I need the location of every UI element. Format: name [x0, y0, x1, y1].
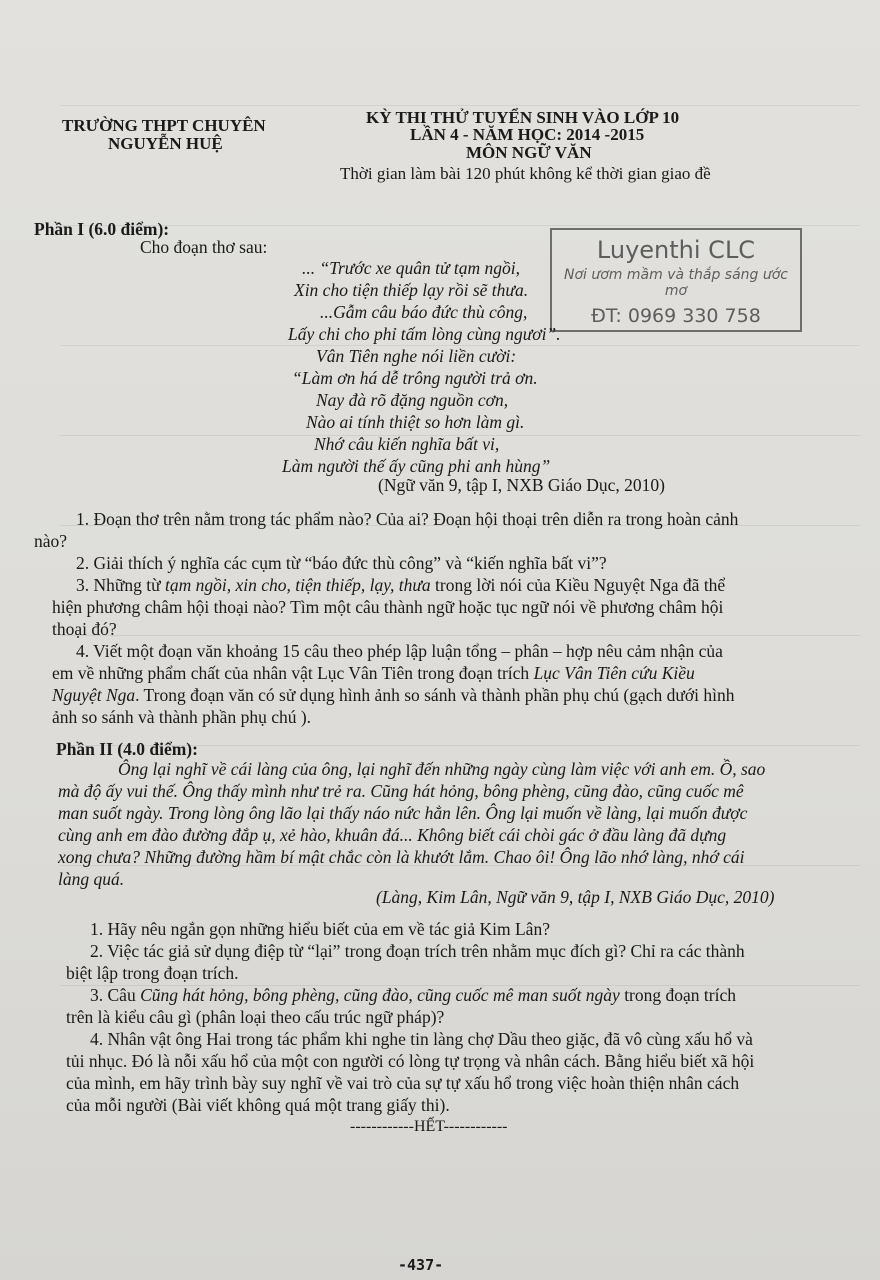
poem-line: Nay đà rõ đặng nguồn cơn,: [316, 390, 509, 410]
p2-question-2: 2. Việc tác giả sử dụng điệp từ “lại” trong đoạn trích trên nhằm mục đích gì? Chỉ ra các thành: [90, 941, 745, 961]
passage-line: làng quá.: [58, 869, 125, 889]
poem-line: ... “Trước xe quân tử tạm ngồi,: [302, 258, 521, 278]
p2-question-4-cont3: của mỗi người (Bài viết không quá một trang giấy thi).: [66, 1095, 450, 1115]
p2q3-quoted-sentence: Cũng hát hỏng, bông phèng, cũng đào, cũng cuốc mê man suốt ngày: [140, 985, 620, 1005]
end-marker: ------------HẾT------------: [350, 1118, 508, 1135]
p1-question-3: [76, 574, 725, 596]
passage-line: xong chưa? Những đường hầm bí mật chắc còn là khướt lắm. Chao ôi! Ông lão nhớ làng, nhớ cái: [58, 847, 745, 867]
q4-trail: . Trong đoạn văn có sử dụng hình ảnh so sánh và thành phần phụ chú (gạch dưới hình: [135, 685, 735, 705]
poem-line: Nhớ câu kiến nghĩa bất vi,: [314, 434, 500, 454]
part1-intro: Cho đoạn thơ sau:: [140, 237, 268, 257]
school-name-line2: NGUYỄN HUỆ: [108, 134, 223, 153]
poem-line: Lấy chi cho phỉ tấm lòng cùng ngươi”.: [288, 324, 561, 344]
q4-work-title-end: Nguyệt Nga: [52, 685, 136, 705]
time-note: Thời gian làm bài 120 phút không kể thời gian giao đề: [340, 164, 711, 183]
p1-question-1: 1. Đoạn thơ trên nằm trong tác phẩm nào? Của ai? Đoạn hội thoại trên diễn ra trong hoàn cảnh: [76, 509, 739, 529]
p1-question-3-cont: hiện phương châm hội thoại nào? Tìm một câu thành ngữ hoặc tục ngữ nói về phương châm hội: [52, 597, 724, 617]
exam-round: LẦN 4 - NĂM HỌC: 2014 -2015: [410, 125, 645, 144]
poem-source: (Ngữ văn 9, tập I, NXB Giáo Dục, 2010): [378, 475, 665, 495]
poem-line: “Làm ơn há dễ trông người trả ơn.: [292, 368, 538, 388]
poem-line: ...Gẫm câu báo đức thù công,: [320, 302, 528, 322]
stamp-phone: ĐT: 0969 330 758: [591, 305, 761, 327]
stamp-slogan: Nơi ươm mầm và thắp sáng ước mơ: [563, 267, 789, 299]
q4-lead: em về những phẩm chất của nhân vật Lục Vân Tiên trong đoạn trích: [52, 663, 530, 683]
passage-line: cùng anh em đào đường đắp ụ, xẻ hào, khuân đá... Không biết cái chòi gác ở đầu làng đã dựng: [58, 825, 727, 845]
school-name-line1: TRƯỜNG THPT CHUYÊN: [62, 116, 266, 135]
p1-question-4-cont: [52, 662, 695, 684]
p2-question-1: 1. Hãy nêu ngắn gọn những hiểu biết của em về tác giả Kim Lân?: [90, 919, 550, 939]
q3-highlighted-words: tạm ngồi, xin cho, tiện thiếp, lạy, thưa: [164, 575, 431, 595]
p2q3-lead: 3. Câu: [90, 985, 136, 1005]
p1-question-2: 2. Giải thích ý nghĩa các cụm từ “báo đức thù công” và “kiến nghĩa bất vi”?: [76, 553, 607, 573]
part2-title: Phần II (4.0 điểm):: [56, 739, 198, 759]
poem-line: Vân Tiên nghe nói liền cười:: [316, 346, 517, 366]
poem-line: Làm người thế ấy cũng phi anh hùng”: [282, 456, 551, 476]
q3-trail: trong lời nói của Kiều Nguyệt Nga đã thể: [435, 575, 726, 595]
page-number: -437-: [398, 1256, 444, 1274]
exam-subject: MÔN NGỮ VĂN: [466, 143, 592, 162]
p2q3-trail: trong đoạn trích: [624, 985, 736, 1005]
passage-line: Ông lại nghĩ về cái làng của ông, lại nghĩ đến những ngày cùng làm việc với anh em. Ồ, sao: [118, 759, 766, 779]
passage-source: (Làng, Kim Lân, Ngữ văn 9, tập I, NXB Giáo Dục, 2010): [376, 887, 775, 907]
p1-question-3-cont2: thoại đó?: [52, 619, 117, 639]
p2-question-4-cont2: của mình, em hãy trình bày suy nghĩ về vai trò của sự tự xấu hổ trong việc hoàn thiện nhân cách: [66, 1073, 740, 1093]
luyenthi-stamp: [550, 228, 802, 332]
passage-line: man suốt ngày. Trong lòng ông lão lại thấy náo nức hẳn lên. Ông lại muốn về làng, lại muốn được: [58, 803, 748, 823]
poem-line: Nào ai tính thiệt so hơn làm gì.: [306, 412, 525, 432]
p2-question-3: [90, 984, 736, 1006]
q4-work-title: Lục Vân Tiên cứu Kiều: [533, 663, 695, 683]
p1-question-4-cont2: [52, 684, 734, 706]
p1-question-4-cont3: ảnh so sánh và thành phần phụ chú ).: [52, 707, 312, 727]
p2-question-4-cont: tủi nhục. Đó là nỗi xấu hổ của một con người có lòng tự trọng và nhân cách. Bằng hiểu biết xã hội: [66, 1051, 755, 1071]
p1-question-4: 4. Viết một đoạn văn khoảng 15 câu theo phép lập luận tổng – phân – hợp nêu cảm nhận của: [76, 641, 723, 661]
p2-question-4: 4. Nhân vật ông Hai trong tác phẩm khi nghe tin làng chợ Dầu theo giặc, đã vô cùng xấu hổ và: [90, 1029, 753, 1049]
part1-title: Phần I (6.0 điểm):: [34, 219, 170, 239]
exam-title: KỲ THI THỬ TUYỂN SINH VÀO LỚP 10: [366, 108, 680, 127]
p2-question-3-cont: trên là kiểu câu gì (phân loại theo cấu trúc ngữ pháp)?: [66, 1007, 445, 1027]
p1-question-1-cont: nào?: [34, 531, 68, 551]
poem-line: Xin cho tiện thiếp lạy rồi sẽ thưa.: [294, 280, 529, 300]
passage-line: mà độ ấy vui thế. Ông thấy mình như trẻ ra. Cũng hát hỏng, bông phèng, cũng đào, cũng cuốc mê: [58, 781, 744, 801]
stamp-title: Luyenthi CLC: [596, 236, 756, 264]
p2-question-2-cont: biệt lập trong đoạn trích.: [66, 963, 239, 983]
q3-lead: 3. Những từ: [76, 575, 161, 595]
